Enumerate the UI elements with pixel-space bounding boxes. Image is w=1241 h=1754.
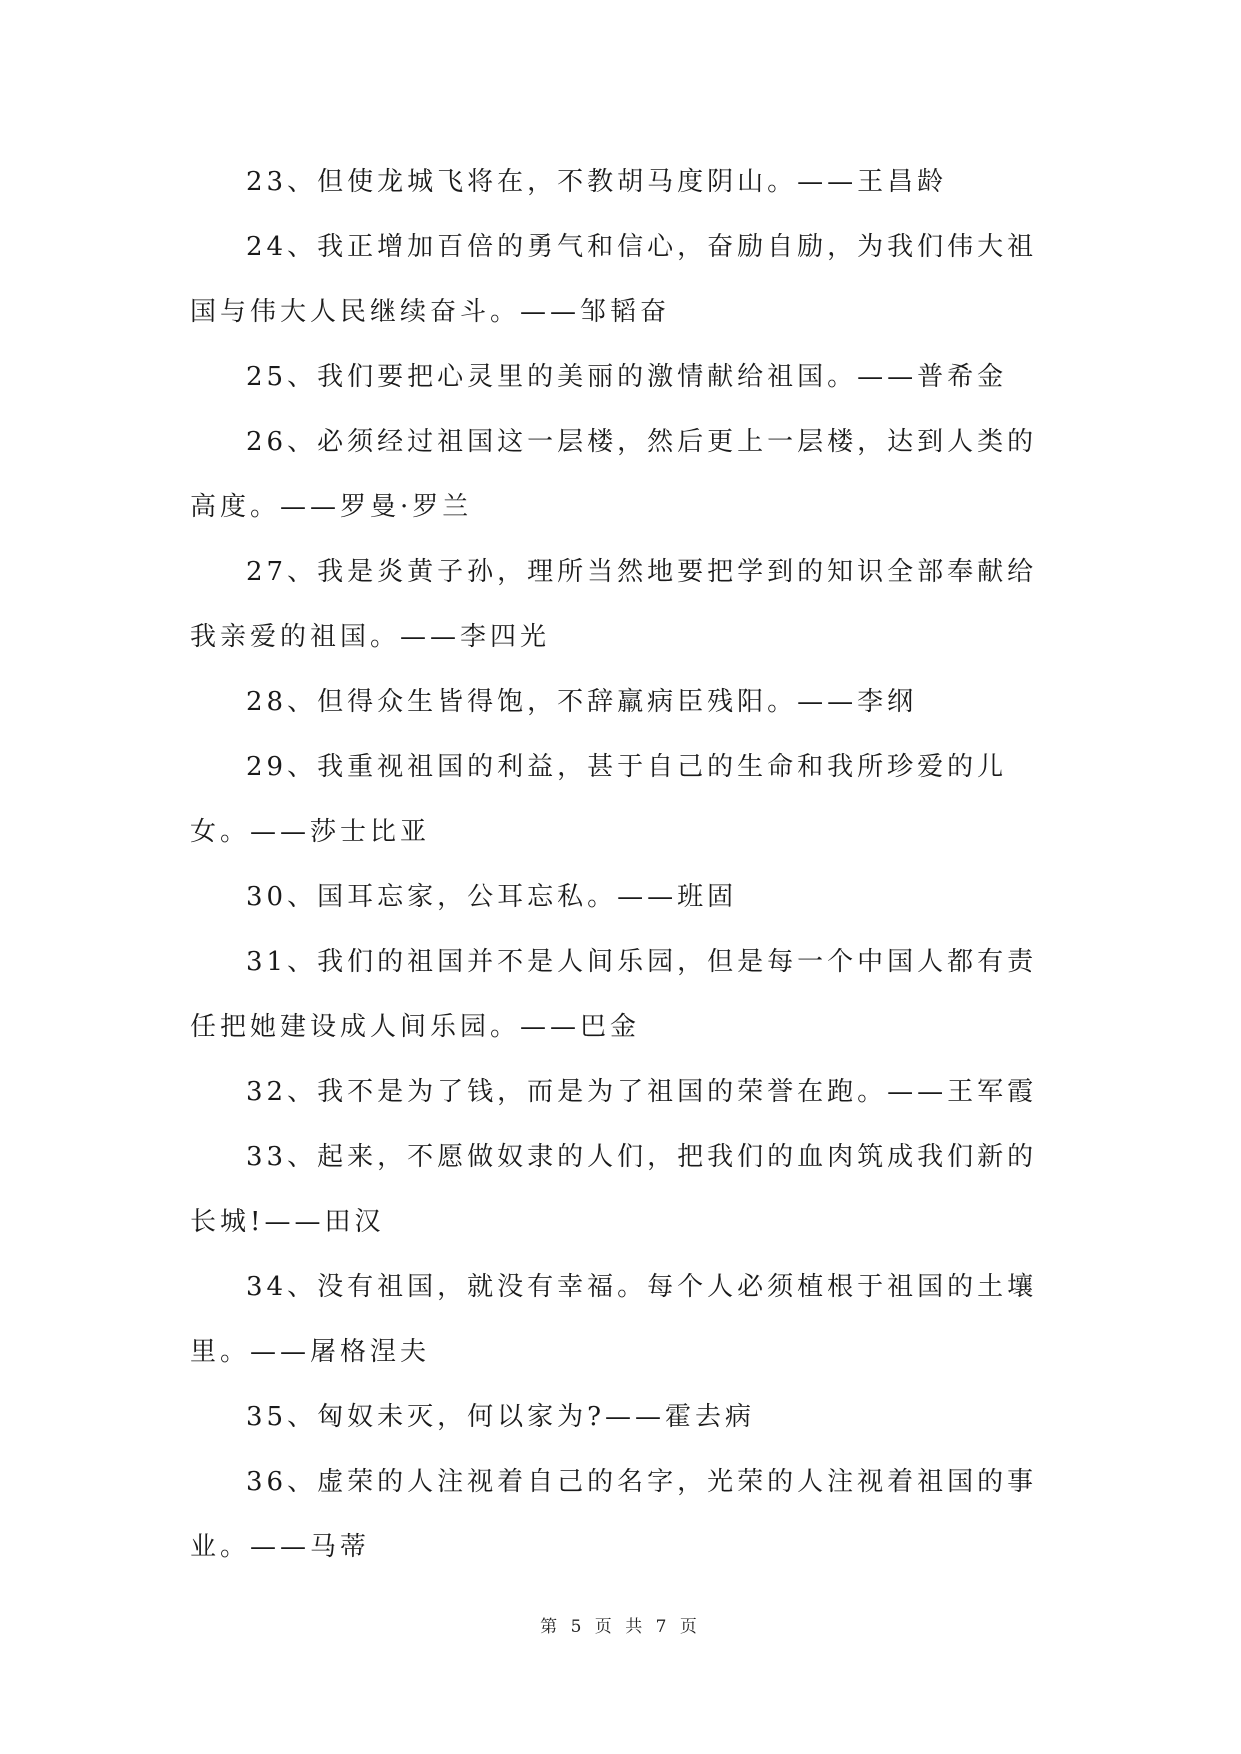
quote-paragraph: 34、没有祖国，就没有幸福。每个人必须植根于祖国的土壤里。——屠格涅夫	[190, 1272, 1038, 1367]
page-number-footer: 第 5 页 共 7 页	[540, 1617, 701, 1637]
quote-paragraph: 29、我重视祖国的利益，甚于自己的生命和我所珍爱的儿女。——莎士比亚	[190, 752, 1008, 847]
quote-paragraph: 31、我们的祖国并不是人间乐园，但是每一个中国人都有责任把她建设成人间乐园。——巴金	[190, 947, 1038, 1042]
quote-paragraph: 36、虚荣的人注视着自己的名字，光荣的人注视着祖国的事业。——马蒂	[190, 1467, 1038, 1562]
quote-paragraph: 24、我正增加百倍的勇气和信心，奋励自励，为我们伟大祖国与伟大人民继续奋斗。——邹韬奋	[190, 232, 1038, 327]
quote-paragraph: 30、国耳忘家，公耳忘私。——班固	[246, 882, 738, 912]
quote-paragraph: 32、我不是为了钱，而是为了祖国的荣誉在跑。——王军霞	[246, 1077, 1038, 1107]
quote-paragraph: 25、我们要把心灵里的美丽的激情献给祖国。——普希金	[246, 362, 1008, 392]
quote-list	[190, 150, 1055, 1580]
quote-paragraph: 35、匈奴未灭，何以家为?——霍去病	[246, 1402, 756, 1432]
quote-paragraph: 26、必须经过祖国这一层楼，然后更上一层楼，达到人类的高度。——罗曼·罗兰	[190, 427, 1038, 522]
quote-paragraph: 28、但得众生皆得饱，不辞羸病臣残阳。——李纲	[246, 687, 918, 717]
quote-paragraph: 27、我是炎黄子孙，理所当然地要把学到的知识全部奉献给我亲爱的祖国。——李四光	[190, 557, 1038, 652]
quote-paragraph: 33、起来，不愿做奴隶的人们，把我们的血肉筑成我们新的长城!——田汉	[190, 1142, 1038, 1237]
quote-paragraph: 23、但使龙城飞将在，不教胡马度阴山。——王昌龄	[246, 167, 948, 197]
